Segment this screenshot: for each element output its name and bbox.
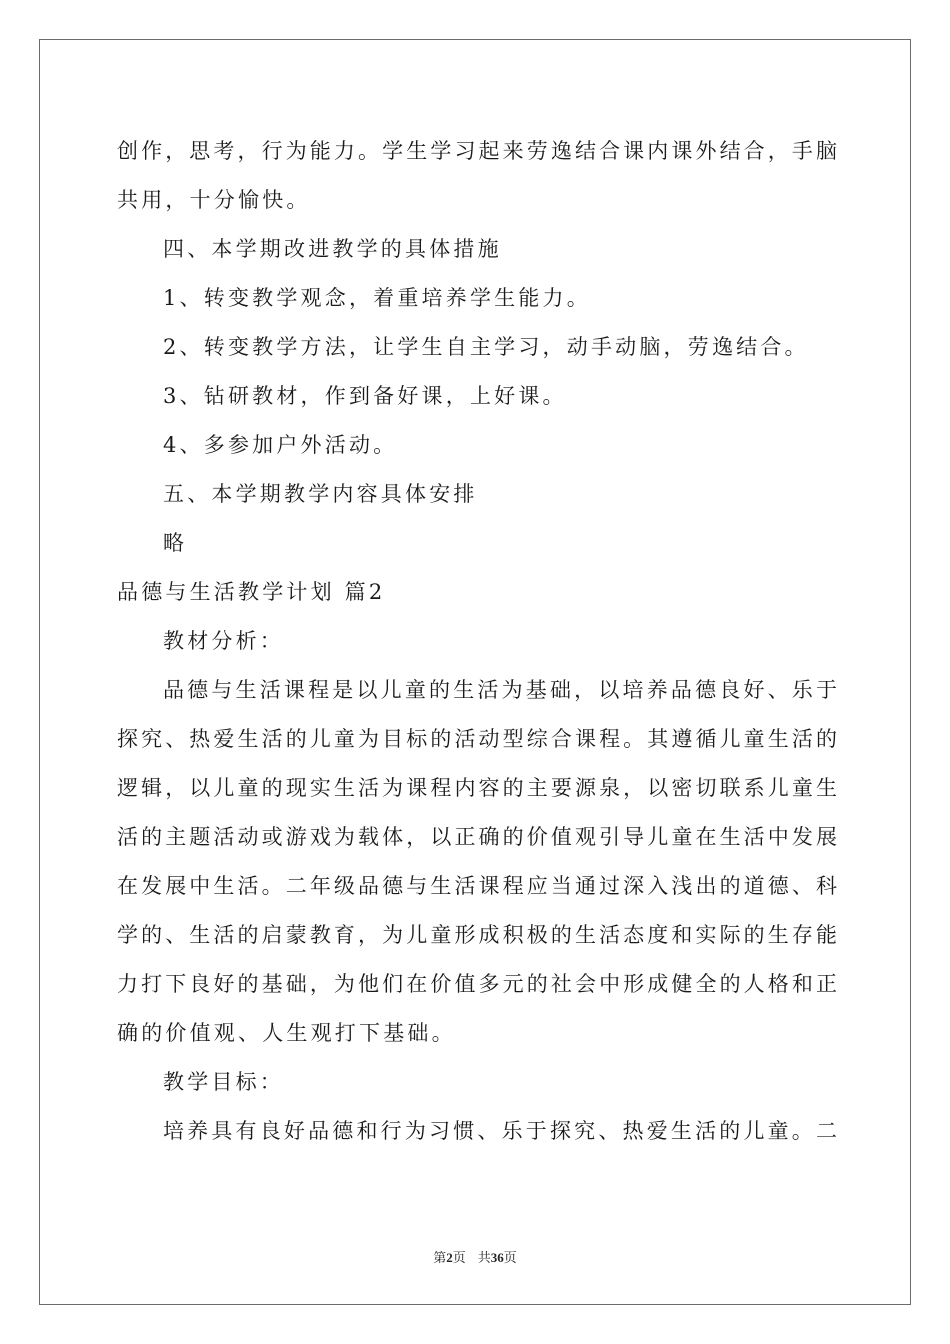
- total-suffix: 页: [503, 1251, 517, 1266]
- list-item: 3、钻研教材，作到备好课，上好课。: [163, 384, 567, 408]
- article-title: 品德与生活教学计划 篇2: [117, 580, 386, 604]
- text-line: 活的主题活动或游戏为载体，以正确的价值观引导儿童在生活中发展: [117, 825, 837, 849]
- text-line: 在发展中生活。二年级品德与生活课程应当通过深入浅出的道德、科: [117, 874, 837, 898]
- text-line: 力打下良好的基础，为他们在价值多元的社会中形成健全的人格和正: [117, 972, 837, 996]
- section-heading: 四、本学期改进教学的具体措施: [163, 237, 502, 261]
- text-line: 学的、生活的启蒙教育，为儿童形成积极的生活态度和实际的生存能: [117, 923, 837, 947]
- text-line: 品德与生活课程是以儿童的生活为基础，以培养品德良好、乐于: [163, 678, 837, 702]
- section-heading: 五、本学期教学内容具体安排: [163, 482, 478, 506]
- page-number: 2: [446, 1250, 453, 1265]
- section-heading: 教材分析：: [163, 629, 284, 653]
- total-prefix: 共: [477, 1251, 491, 1266]
- text-line: 培养具有良好品德和行为习惯、乐于探究、热爱生活的儿童。二: [163, 1119, 837, 1143]
- list-item: 4、多参加户外活动。: [163, 433, 398, 457]
- text-line: 创作，思考，行为能力。学生学习起来劳逸结合课内课外结合，手脑: [117, 139, 837, 163]
- document-body: [117, 127, 837, 1156]
- page-footer: [0, 1247, 950, 1266]
- text-line: 逻辑，以儿童的现实生活为课程内容的主要源泉，以密切联系儿童生: [117, 776, 837, 800]
- text-line: 略: [163, 531, 188, 555]
- text-line: 探究、热爱生活的儿童为目标的活动型综合课程。其遵循儿童生活的: [117, 727, 837, 751]
- list-item: 2、转变教学方法，让学生自主学习，动手动脑，劳逸结合。: [163, 335, 809, 359]
- page-suffix: 页: [452, 1251, 466, 1266]
- section-heading: 教学目标：: [163, 1070, 284, 1094]
- text-line: 确的价值观、人生观打下基础。: [117, 1021, 456, 1045]
- text-line: 共用，十分愉快。: [117, 188, 311, 212]
- list-item: 1、转变教学观念，着重培养学生能力。: [163, 286, 591, 310]
- total-pages: 36: [490, 1250, 504, 1265]
- page-prefix: 第: [433, 1251, 447, 1266]
